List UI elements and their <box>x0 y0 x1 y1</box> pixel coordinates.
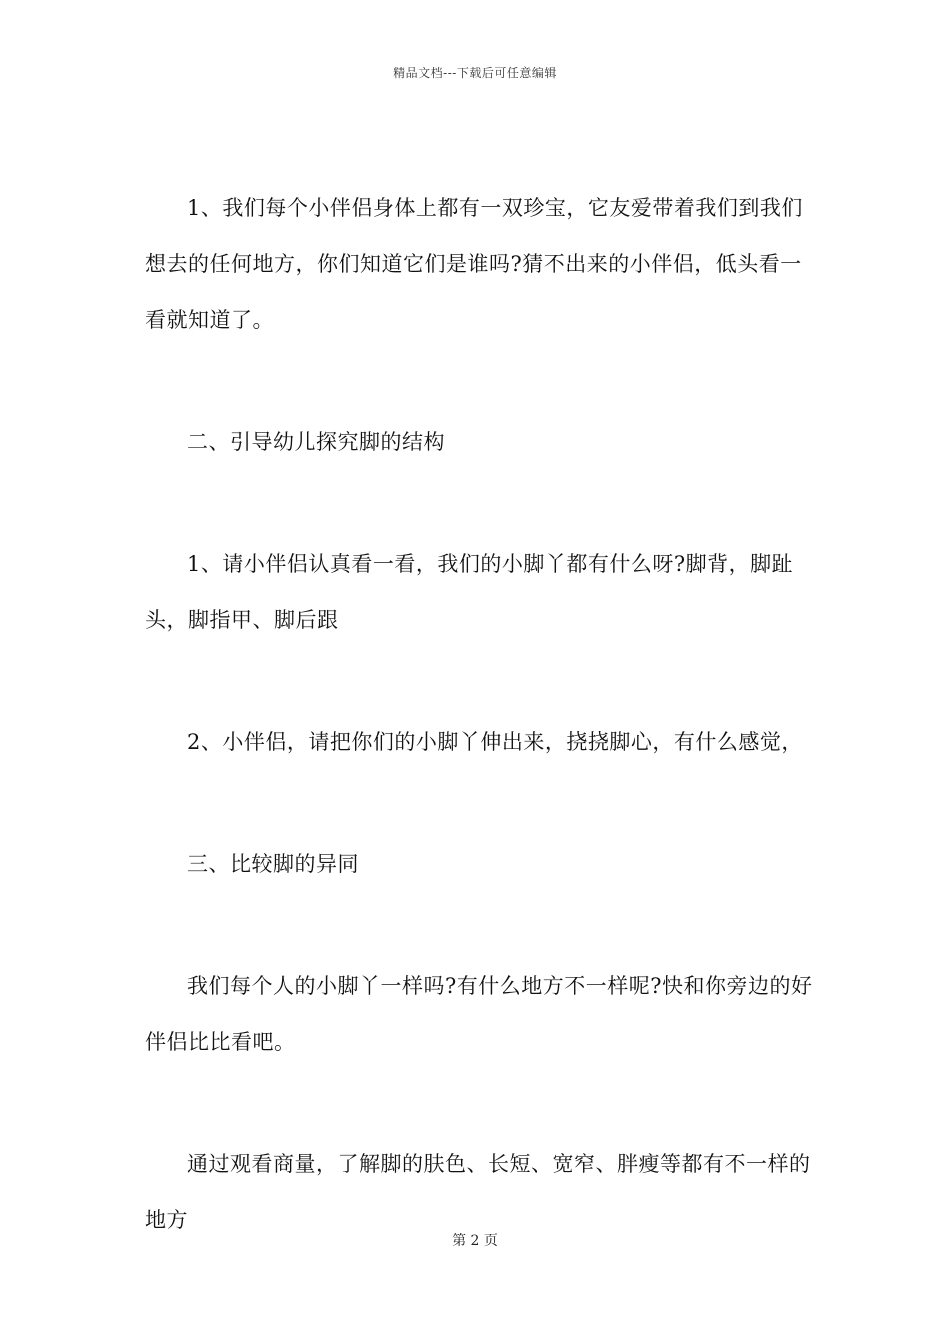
paragraph-gap <box>145 348 820 414</box>
section-heading-3: 三、比较脚的异同 <box>187 852 359 876</box>
paragraph-5: 通过观看商量，了解脚的肤色、长短、宽窄、胖瘦等都有不一样的地方 <box>145 1152 811 1232</box>
paragraph-3: 2、小伴侣，请把你们的小脚丫伸出来，挠挠脚心，有什么感觉， <box>187 730 803 754</box>
paragraph-gap <box>145 648 820 714</box>
document-body <box>145 180 820 1248</box>
paragraph-gap <box>145 1070 820 1136</box>
paragraph-gap <box>145 892 820 958</box>
paragraph-4: 我们每个人的小脚丫一样吗?有什么地方不一样呢?快和你旁边的好伴侣比比看吧。 <box>145 974 813 1054</box>
paragraph-gap <box>145 770 820 836</box>
paragraph-gap <box>145 470 820 536</box>
paragraph-2: 1、请小伴侣认真看一看，我们的小脚丫都有什么呀?脚背，脚趾头，脚指甲、脚后跟 <box>145 552 794 632</box>
paragraph-1: 1、我们每个小伴侣身体上都有一双珍宝，它友爱带着我们到我们想去的任何地方，你们知道它们是谁吗?猜不出来的小伴侣，低头看一看就知道了。 <box>145 196 803 332</box>
page-number: 第 2 页 <box>452 1233 498 1249</box>
section-heading-2: 二、引导幼儿探究脚的结构 <box>187 430 445 454</box>
page-header: 精品文档---下载后可任意编辑 <box>393 66 557 80</box>
